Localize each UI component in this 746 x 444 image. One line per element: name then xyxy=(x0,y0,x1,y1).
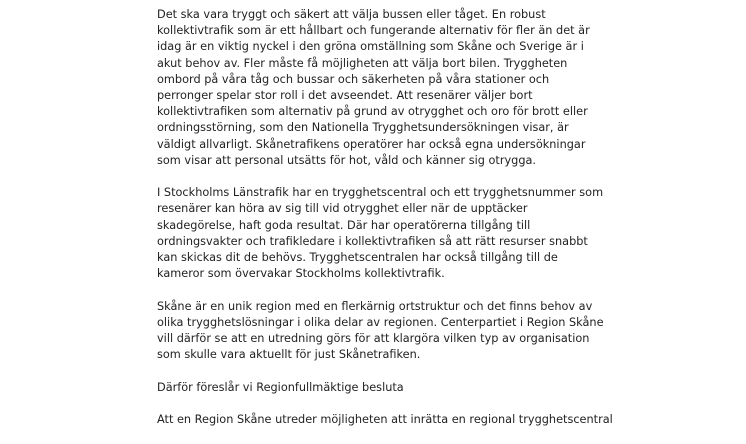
text-line: Det ska vara tryggt och säkert att välja bussen eller tåget. En robust xyxy=(157,8,546,21)
text-line: väldigt allvarligt. Skånetrafikens operatörer har också egna undersökningar xyxy=(157,137,586,151)
text-line: kollektivtrafiken som alternativ på grund av otrygghet och oro för brott eller xyxy=(157,105,588,119)
text-line: vill därför se att en utredning görs för att klargöra vilken typ av organisation xyxy=(157,332,590,346)
text-line: som skulle vara aktuellt för just Skånetrafiken. xyxy=(157,348,421,362)
text-line: Därför föreslår vi Regionfullmäktige besluta xyxy=(157,380,404,394)
text-line: som visar att personal utsätts för hot, våld och känner sig otrygga. xyxy=(157,153,537,167)
text-line: idag är en viktig nyckel i den gröna omställning som Skåne och Sverige är i xyxy=(157,40,584,54)
text-line: ordningsstörning, som den Nationella Trygghetsundersökningen visar, är xyxy=(157,121,569,135)
text-line: perronger spelar stor roll i det avseendet. Att resenärer väljer bort xyxy=(157,89,533,103)
paragraph-proposal-heading xyxy=(157,380,657,396)
text-line: skadegörelse, haft goda resultat. Där har operatörerna tillgång till xyxy=(157,218,531,232)
text-line: I Stockholms Länstrafik har en trygghetscentral och ett trygghetsnummer som xyxy=(157,186,604,200)
paragraph-proposal-item xyxy=(157,412,657,428)
text-line: ordningsvakter och trafikledare i kollektivtrafiken så att rätt resurser snabbt xyxy=(157,234,588,248)
paragraph-safety-intro xyxy=(157,7,657,169)
text-line: Skåne är en unik region med en flerkärnig ortstruktur och det finns behov av xyxy=(157,299,593,313)
text-line: kan skickas dit de behövs. Trygghetscentralen har också tillgång till de xyxy=(157,251,558,265)
document-body xyxy=(157,7,657,444)
paragraph-skane-region xyxy=(157,299,657,364)
text-line: kameror som övervakar Stockholms kollektivtrafik. xyxy=(157,267,445,281)
text-line: olika trygghetslösningar i olika delar av regionen. Centerpartiet i Region Skåne xyxy=(157,315,604,329)
text-line: akut behov av. Fler måste få möjligheten att välja bort bilen. Tryggheten xyxy=(157,56,568,70)
text-line: ombord på våra tåg och bussar och säkerheten på våra stationer och xyxy=(157,72,550,86)
text-line: kollektivtrafik som är ett hållbart och fungerande alternativ för fler än det är xyxy=(157,24,590,38)
text-line: Att en Region Skåne utreder möjligheten att inrätta en regional trygghetscentral xyxy=(157,413,613,427)
text-line: resenärer kan höra av sig till vid otrygghet eller när de upptäcker xyxy=(157,202,528,216)
paragraph-stockholm xyxy=(157,185,657,282)
